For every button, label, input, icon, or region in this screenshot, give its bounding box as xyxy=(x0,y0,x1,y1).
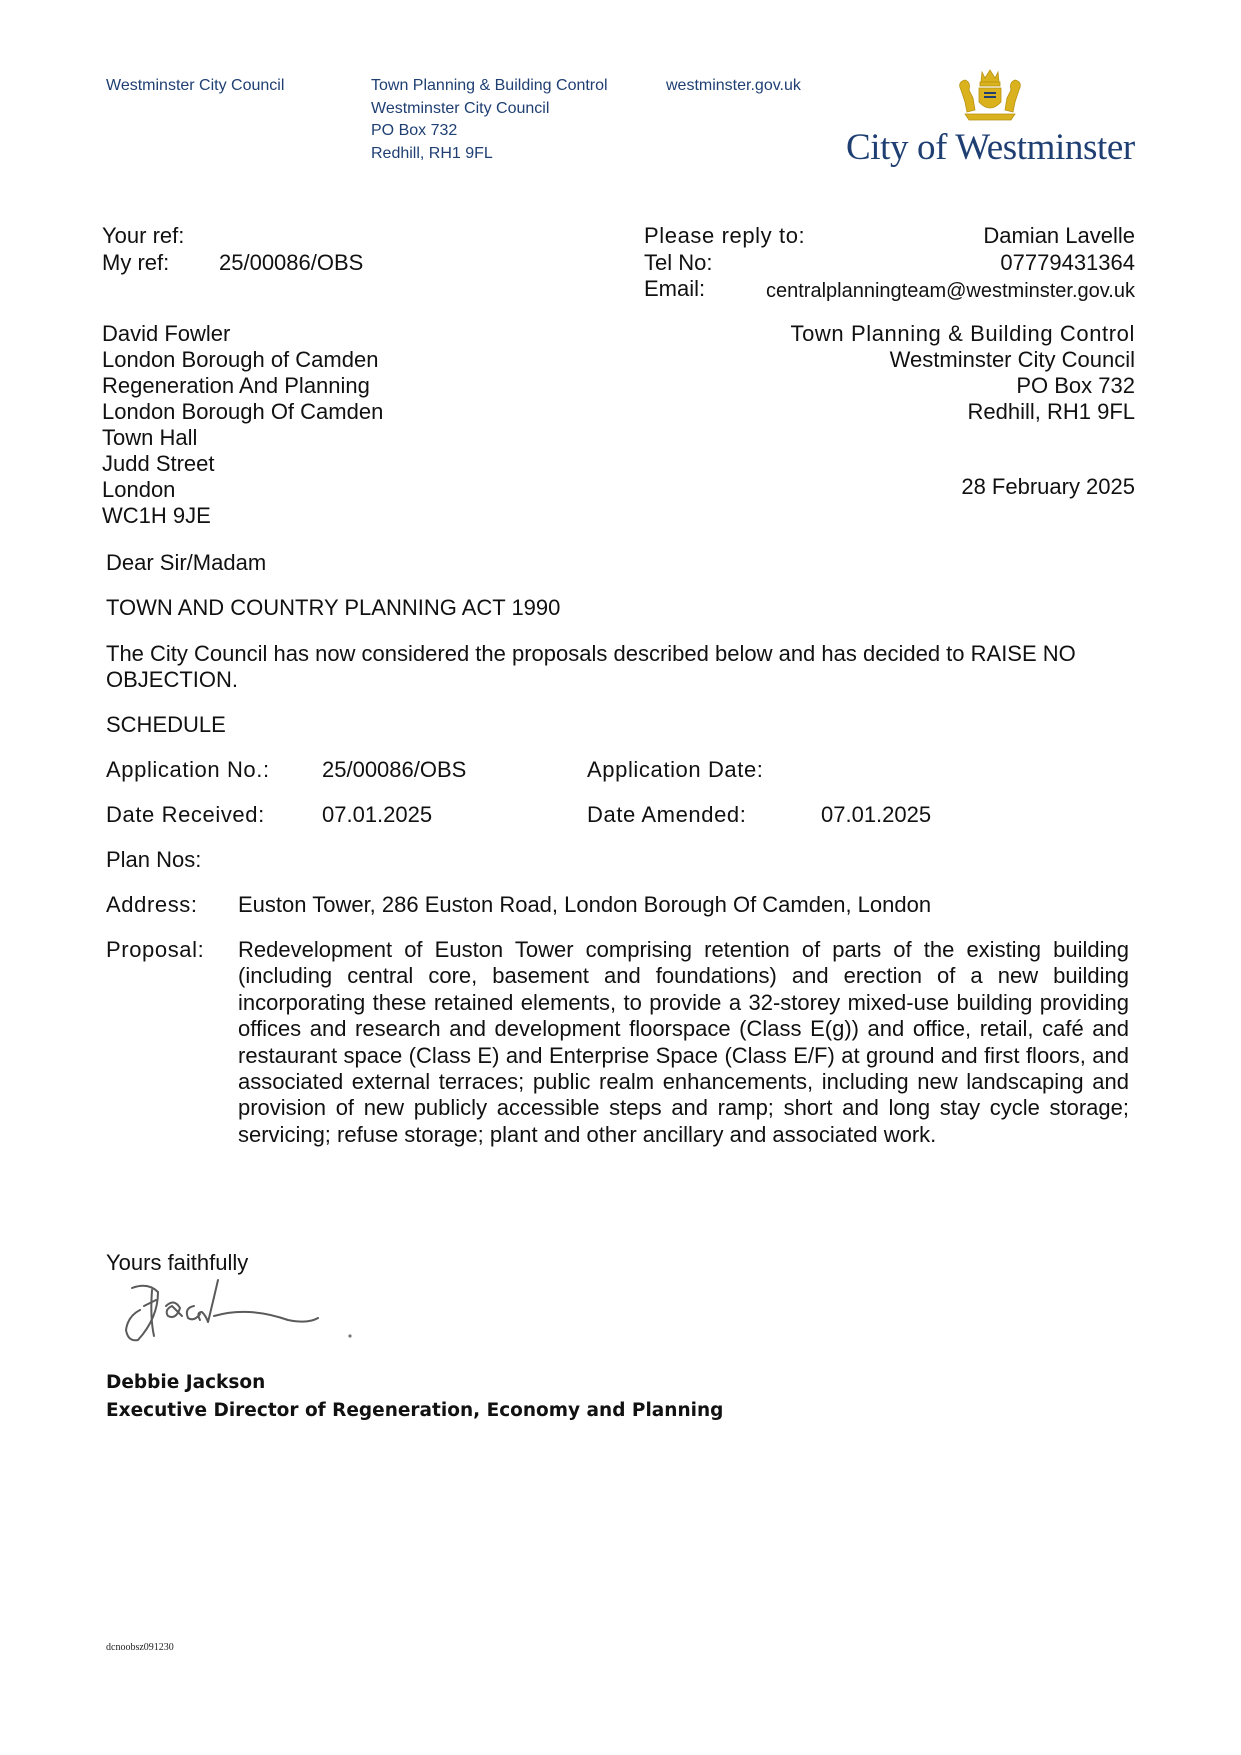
date-amended-label: Date Amended: xyxy=(587,802,747,827)
recipient-line: Judd Street xyxy=(102,451,215,476)
recipient-line: Regeneration And Planning xyxy=(102,373,370,398)
sender-line: PO Box 732 xyxy=(1016,373,1135,398)
date-amended-value: 07.01.2025 xyxy=(821,802,932,827)
document-code: dcnoobsz091230 xyxy=(106,1642,174,1653)
decision-text: The City Council has now considered the proposals described below and has decided to RAISE NO OBJECTION. xyxy=(106,641,1076,692)
letterhead-address-line: Redhill, RH1 9FL xyxy=(371,144,493,162)
email-value: centralplanningteam@westminster.gov.uk xyxy=(765,280,1135,302)
recipient-line: London xyxy=(102,477,176,502)
application-no-value: 25/00086/OBS xyxy=(322,757,467,782)
date-received-value: 07.01.2025 xyxy=(322,802,433,827)
tel-value: 07779431364 xyxy=(1000,250,1135,275)
recipient-line: David Fowler xyxy=(102,321,231,346)
signature-image xyxy=(118,1276,368,1348)
letterhead-address-line: PO Box 732 xyxy=(371,122,458,139)
sender-line: Town Planning & Building Control xyxy=(790,321,1135,346)
letterhead-address-line: Town Planning & Building Control xyxy=(371,77,608,94)
recipient-line: Town Hall xyxy=(102,425,198,450)
proposal-label: Proposal: xyxy=(106,937,205,962)
my-ref-value: 25/00086/OBS xyxy=(219,250,364,275)
salutation: Dear Sir/Madam xyxy=(106,550,267,575)
council-crest-icon xyxy=(955,68,1025,122)
letterhead-address-line: Westminster City Council xyxy=(371,99,550,117)
signatory-name: Debbie Jackson xyxy=(106,1372,266,1393)
closing: Yours faithfully xyxy=(106,1250,249,1275)
application-date-label: Application Date: xyxy=(587,757,764,782)
application-no-label: Application No.: xyxy=(106,757,270,782)
reply-to-label: Please reply to: xyxy=(644,223,806,248)
your-ref-label: Your ref: xyxy=(102,223,185,248)
sender-line: Redhill, RH1 9FL xyxy=(967,399,1135,424)
brand-logo: City of Westminster xyxy=(846,127,1135,168)
letterhead-org: Westminster City Council xyxy=(106,77,285,94)
tel-label: Tel No: xyxy=(644,250,713,275)
my-ref-label: My ref: xyxy=(102,250,170,275)
act-heading: TOWN AND COUNTRY PLANNING ACT 1990 xyxy=(106,595,561,620)
reply-to-value: Damian Lavelle xyxy=(983,223,1135,248)
signatory-title: Executive Director of Regeneration, Economy and Planning xyxy=(106,1400,724,1421)
sender-address xyxy=(790,321,1135,425)
plan-nos-label: Plan Nos: xyxy=(106,847,202,872)
schedule-heading: SCHEDULE xyxy=(106,712,226,737)
letterhead-website: westminster.gov.uk xyxy=(666,77,801,94)
recipient-line: London Borough Of Camden xyxy=(102,399,384,424)
email-label: Email: xyxy=(644,276,706,301)
recipient-address xyxy=(102,321,383,529)
proposal-text: Redevelopment of Euston Tower comprising retention of parts of the existing building (including central core, basement and foundations) and erection of a new building incorporating these retained elements, to provide a 32-storey mixed-use building providing offices and research and development floorspace (Class E(g)) and office, retail, café and restaurant space (Class E) and Enterprise Space (Class E/F) at ground and first floors, and associated external terraces; public realm enhancements, including new landscaping and provision of new publicly accessible steps and ramp; short and long stay cycle storage; servicing; refuse storage; plant and other ancillary and associated work. xyxy=(238,937,1129,1147)
recipient-line: WC1H 9JE xyxy=(102,503,211,528)
letterhead-address xyxy=(371,75,608,165)
letter-date: 28 February 2025 xyxy=(961,474,1135,499)
sender-line: Westminster City Council xyxy=(889,347,1135,372)
address-value: Euston Tower, 286 Euston Road, London Borough Of Camden, London xyxy=(238,892,932,917)
date-received-label: Date Received: xyxy=(106,802,265,827)
address-label: Address: xyxy=(106,892,198,917)
recipient-line: London Borough of Camden xyxy=(102,347,379,372)
